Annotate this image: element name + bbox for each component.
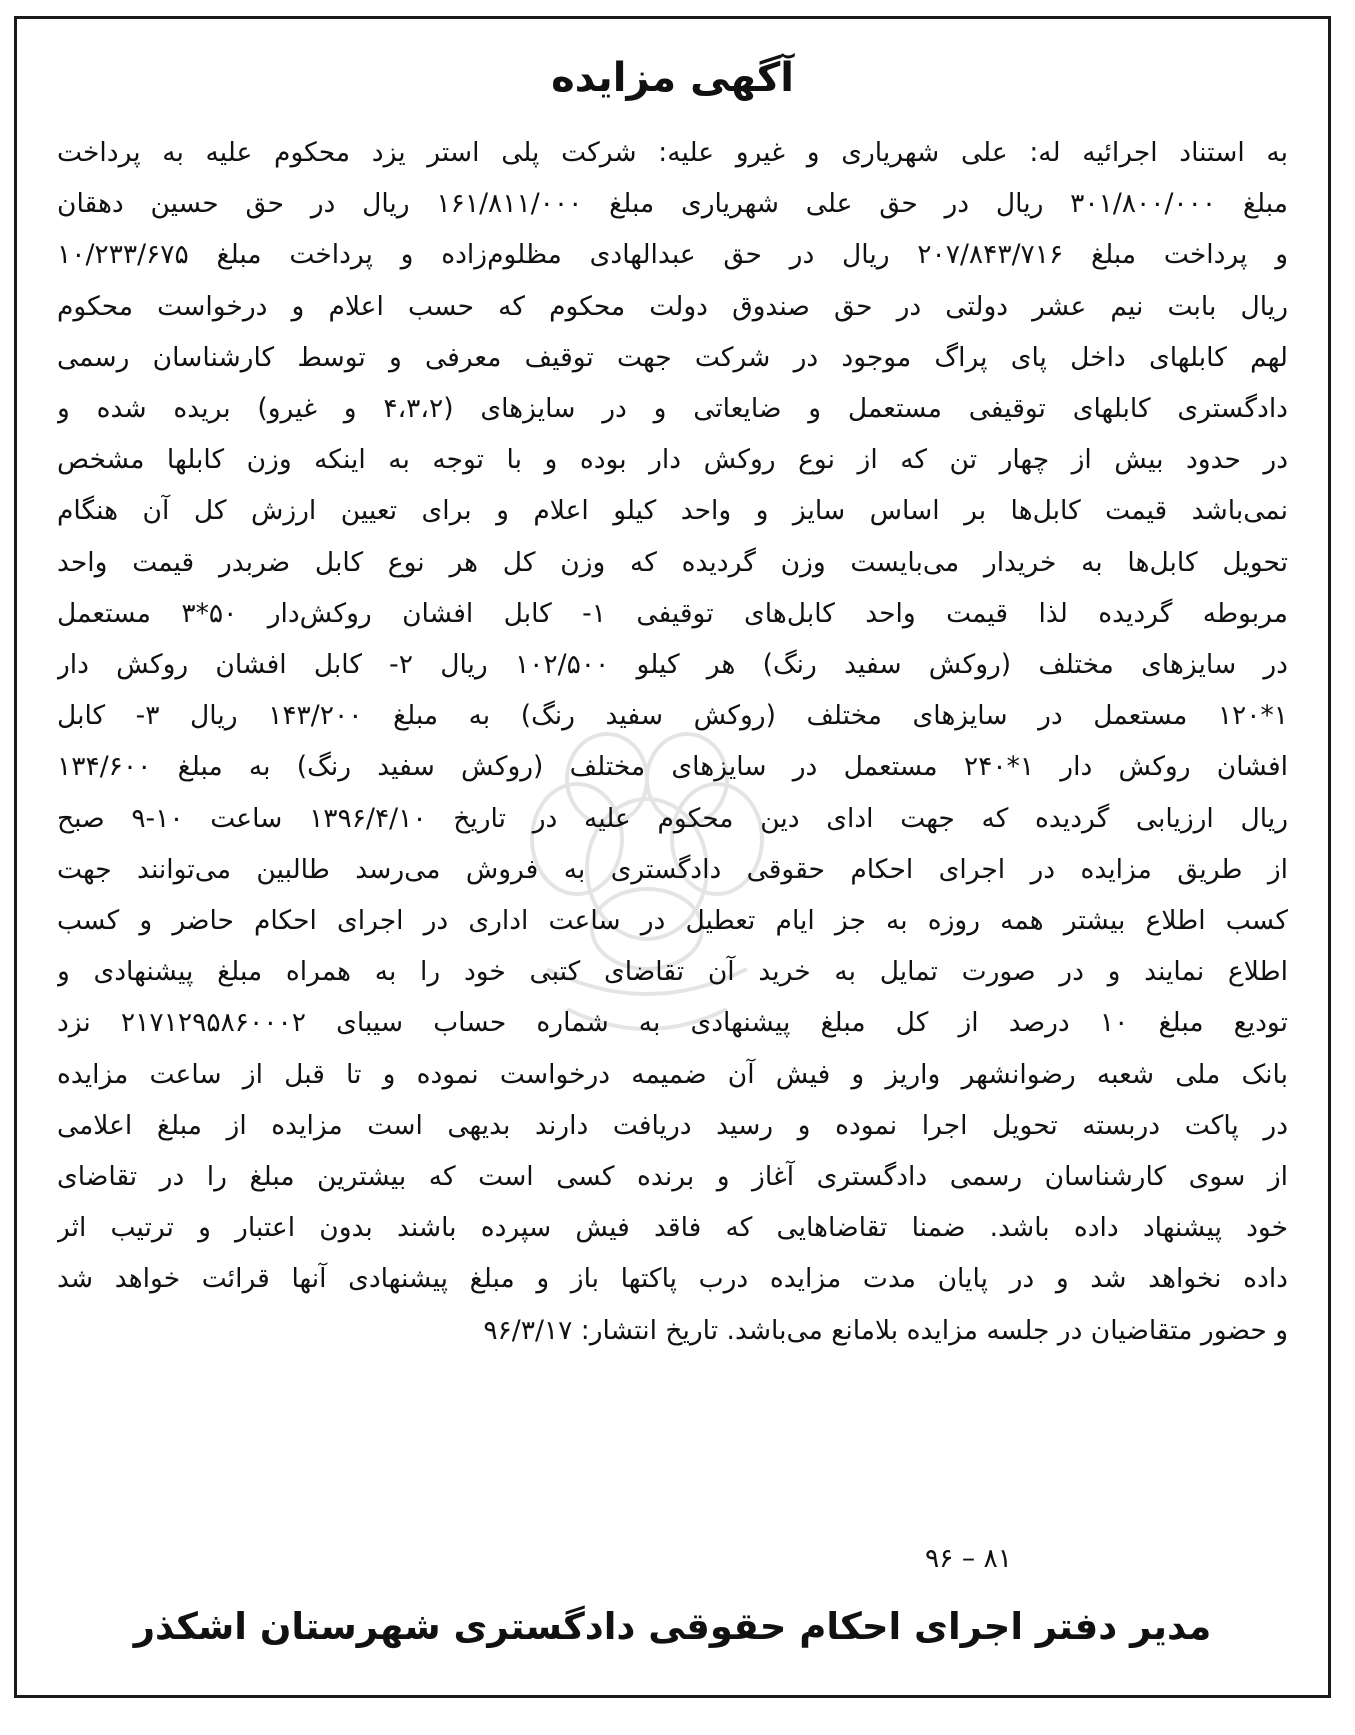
notice-body-line: در حدود بیش از چهار تن که از نوع روکش دار بوده و با توجه به اینکه وزن کابلها مشخص — [57, 444, 1288, 476]
notice-body-line: اطلاع نمایند و در صورت تمایل به خرید آن تقاضای کتبی خود را به همراه مبلغ پیشنهادی و — [57, 956, 1288, 988]
notice-signature: مدیر دفتر اجرای احکام حقوقی دادگستری شهرستان اشکذر — [133, 1605, 1212, 1648]
notice-body-line: مبلغ ۳۰۱/۸۰۰/۰۰۰ ریال در حق علی شهریاری مبلغ ۱۶۱/۸۱۱/۰۰۰ ریال در حق حسین دهقان — [57, 188, 1288, 220]
notice-body-line: لهم کابلهای داخل پای پراگ موجود در شرکت جهت توقیف معرفی و توسط کارشناسان رسمی — [57, 341, 1288, 373]
notice-body-line: ریال ارزیابی گردیده که جهت ادای دین محکوم علیه در تاریخ ۱۳۹۶/۴/۱۰ ساعت ۱۰-۹ صبح — [57, 802, 1288, 834]
notice-body-line: مربوطه گردیده لذا قیمت واحد کابل‌های توقیفی ۱- کابل افشان روکش‌دار ۵۰*۳ مستعمل — [57, 597, 1288, 629]
notice-body-line: ۱*۱۲۰ مستعمل در سایزهای مختلف (روکش سفید رنگ) به مبلغ ۱۴۳/۲۰۰ ریال ۳- کابل — [57, 700, 1288, 732]
notice-title: آگهی مزایده — [551, 55, 794, 101]
notice-body-line: خود پیشنهاد داده باشد. ضمنا تقاضاهایی که فاقد فیش سپرده باشند بدون اعتبار و ترتیب اثر — [57, 1212, 1288, 1244]
notice-body-line: دادگستری کابلهای توقیفی مستعمل و ضایعاتی و در سایزهای (۴،۳،۲ و غیرو) بریده شده و — [57, 393, 1288, 425]
notice-body-line: ریال بابت نیم عشر دولتی در حق صندوق دولت محکوم که حسب اعلام و درخواست محکوم — [57, 290, 1288, 322]
notice-body-line: از طریق مزایده در اجرای احکام حقوقی دادگستری به فروش می‌رسد طالبین می‌توانند جهت — [57, 853, 1288, 885]
notice-frame — [14, 16, 1331, 1698]
notice-body-line: نمی‌باشد قیمت کابل‌ها بر اساس سایز و واحد کیلو اعلام و برای تعیین ارزش کل آن هنگام — [57, 495, 1288, 527]
notice-body-line: در سایزهای مختلف (روکش سفید رنگ) هر کیلو ۱۰۲/۵۰۰ ریال ۲- کابل افشان روکش دار — [57, 649, 1288, 681]
notice-body — [57, 127, 1288, 1356]
notice-body-line: تودیع مبلغ ۱۰ درصد از کل مبلغ پیشنهادی به شماره حساب سیبای ۲۱۷۱۲۹۵۸۶۰۰۰۲ نزد — [57, 1007, 1288, 1039]
notice-body-line: افشان روکش دار ۱*۲۴۰ مستعمل در سایزهای مختلف (روکش سفید رنگ) به مبلغ ۱۳۴/۶۰۰ — [57, 751, 1288, 783]
notice-body-line: کسب اطلاع بیشتر همه روزه به جز ایام تعطیل در ساعت اداری در اجرای احکام حاضر و کسب — [57, 905, 1288, 937]
notice-body-line: به استناد اجرائیه له: علی شهریاری و غیرو علیه: شرکت پلی استر یزد محکوم علیه به پرداخت — [57, 137, 1288, 168]
notice-body-line: و حضور متقاضیان در جلسه مزایده بلامانع می‌باشد. تاریخ انتشار: ۹۶/۳/۱۷ — [483, 1314, 1288, 1346]
notice-body-line: و پرداخت مبلغ ۲۰۷/۸۴۳/۷۱۶ ریال در حق عبدالهادی مظلوم‌زاده و پرداخت مبلغ ۱۰/۲۳۳/۶۷۵ — [57, 239, 1288, 271]
notice-body-line: داده نخواهد شد و در پایان مدت مزایده درب پاکتها باز و مبلغ پیشنهادی آنها قرائت خواهد شد — [57, 1263, 1288, 1295]
notice-body-line: بانک ملی شعبه رضوانشهر واریز و فیش آن ضمیمه درخواست نموده و تا قبل از ساعت مزایده — [57, 1058, 1288, 1090]
notice-body-line: از سوی کارشناسان رسمی دادگستری آغاز و برنده کسی است که بیشترین مبلغ را در تقاضای — [57, 1161, 1288, 1193]
notice-body-line: تحویل کابل‌ها به خریدار می‌بایست وزن گردیده که وزن کل هر نوع کابل ضربدر قیمت واحد — [57, 546, 1288, 578]
notice-body-line: در پاکت دربسته تحویل اجرا نموده و رسید دریافت دارند بدیهی است مزایده از مبلغ اعلامی — [57, 1109, 1288, 1141]
notice-reference: ۸۱ – ۹۶ — [924, 1543, 1012, 1574]
